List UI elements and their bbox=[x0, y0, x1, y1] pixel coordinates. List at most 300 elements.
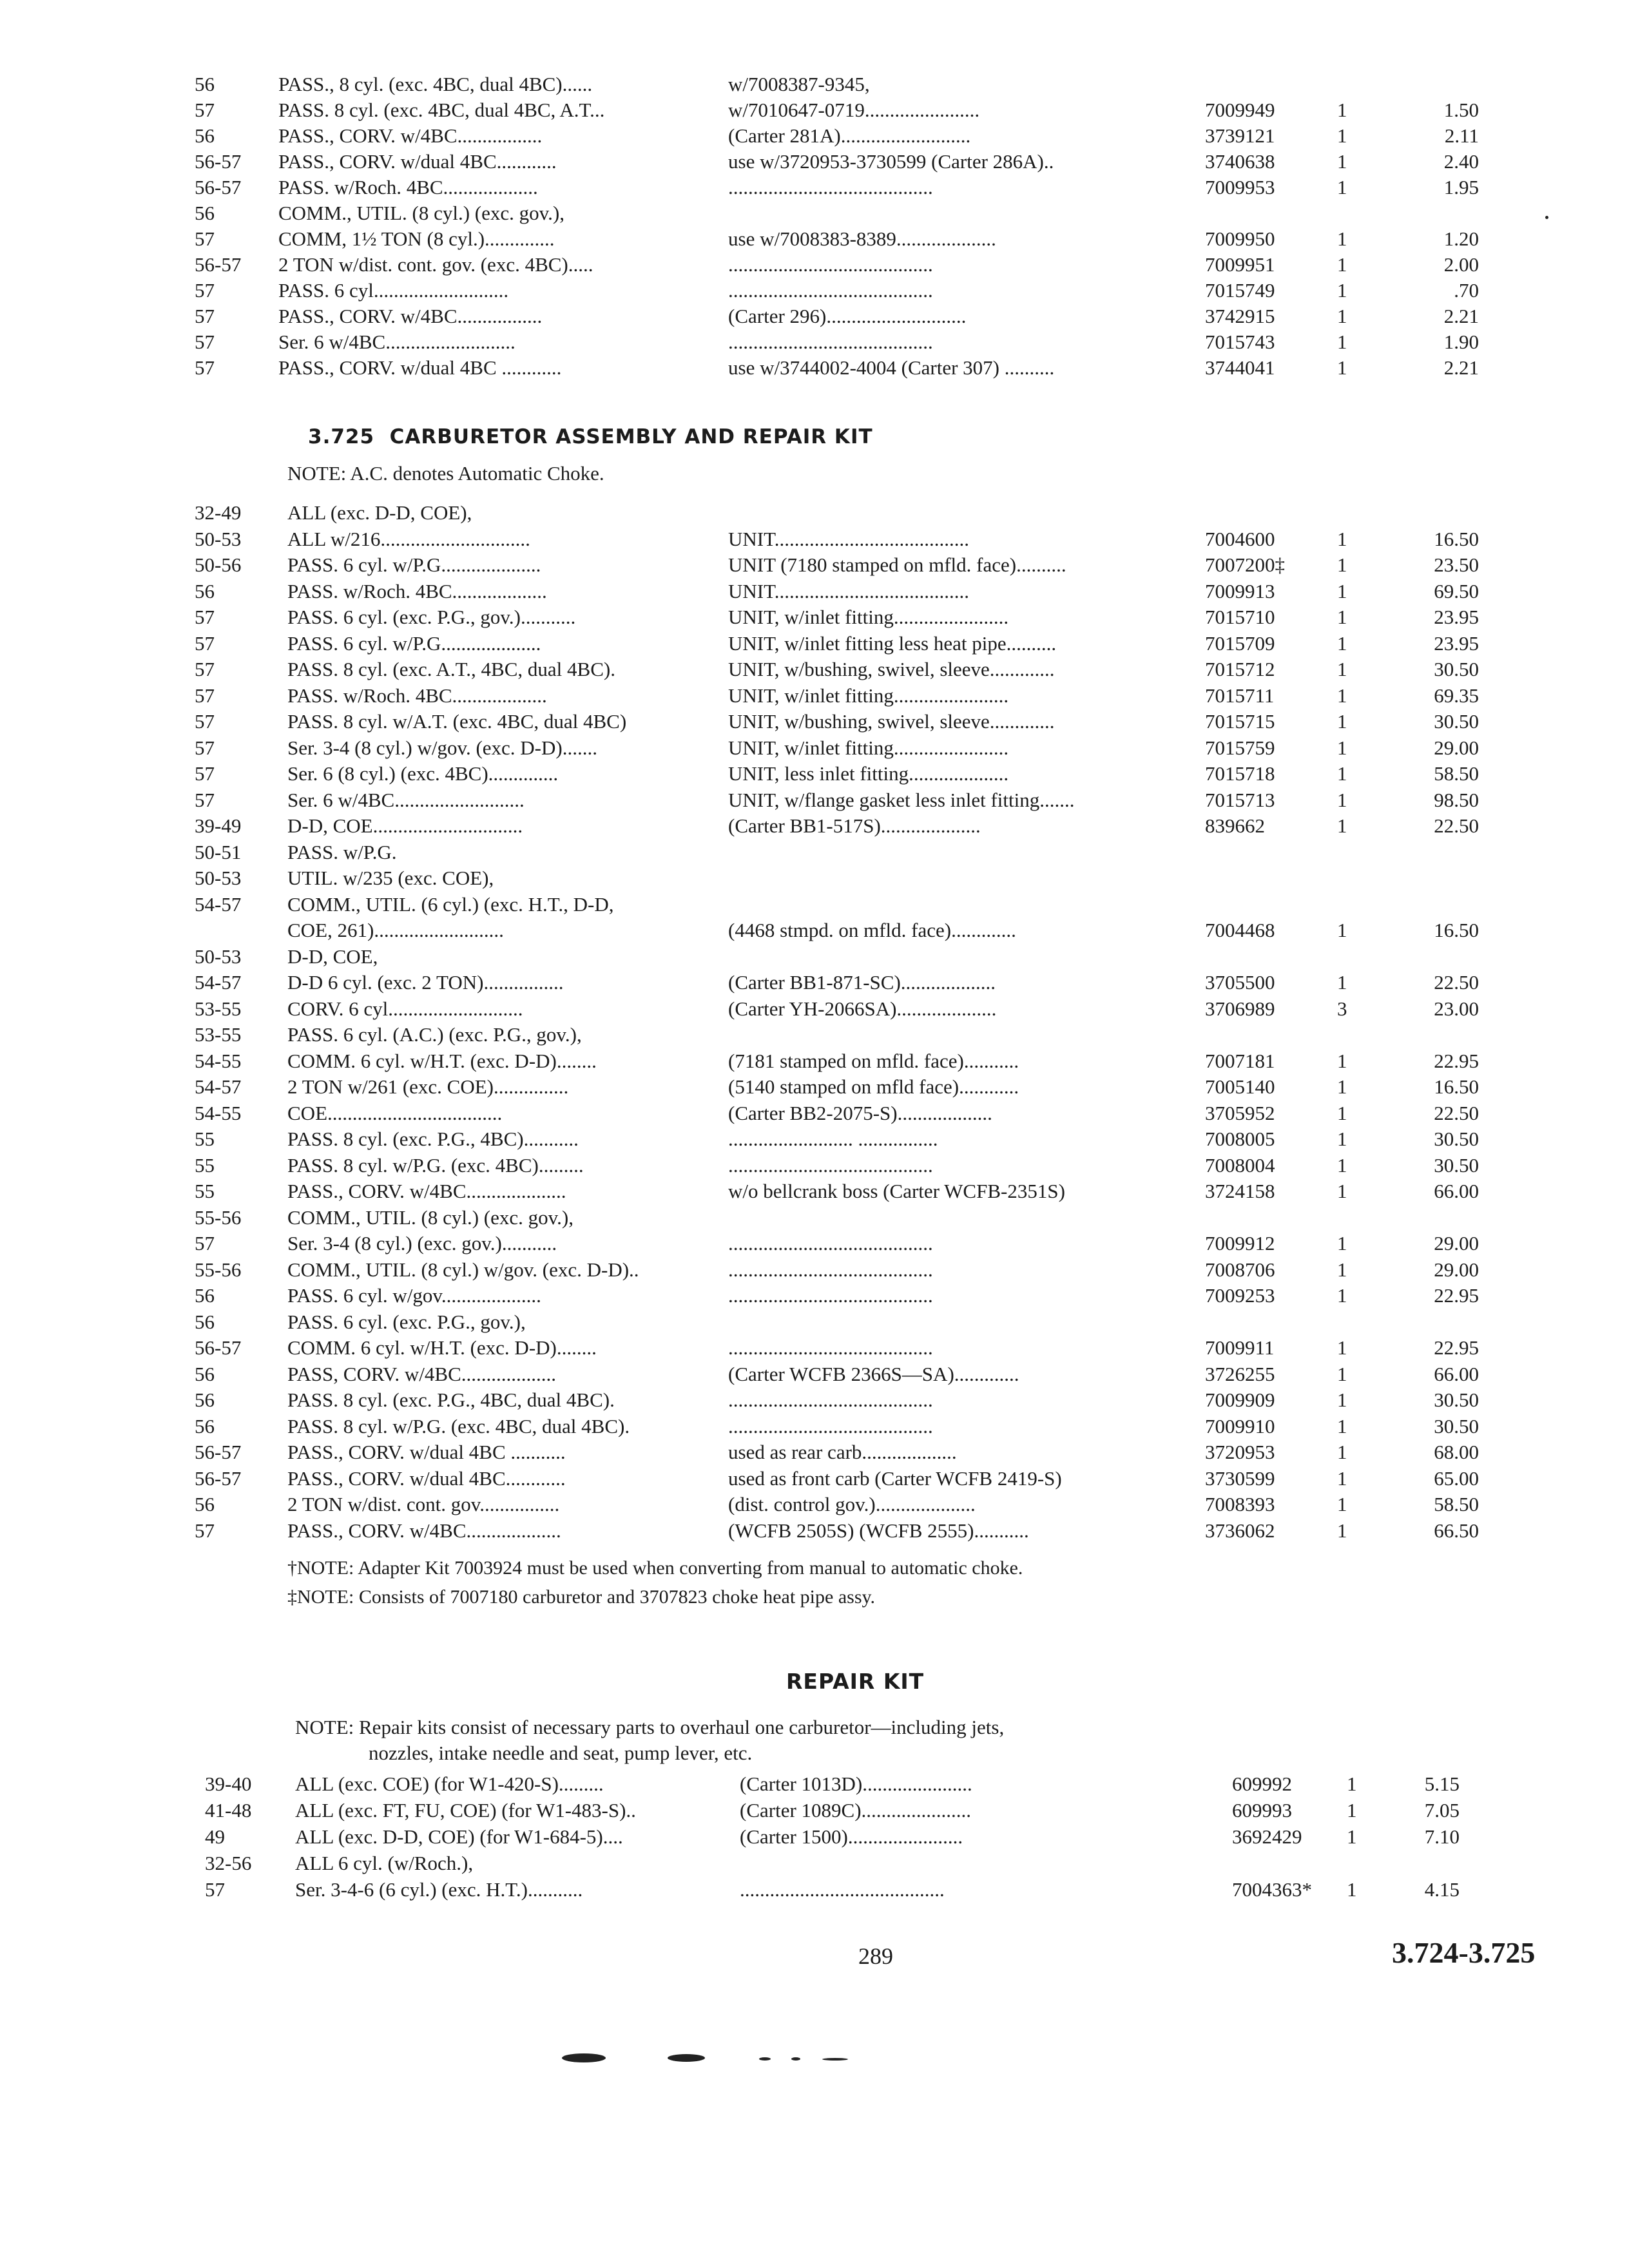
part-number-cell: 3720953 bbox=[1205, 1441, 1275, 1463]
table-row bbox=[0, 578, 1629, 604]
part-number-cell: 7008706 bbox=[1205, 1258, 1275, 1281]
quantity-cell: 1 bbox=[1337, 736, 1347, 759]
quantity-cell: 1 bbox=[1337, 579, 1347, 602]
quantity-cell: 1 bbox=[1337, 1049, 1347, 1072]
model-cell: PASS. 6 cyl. (exc. P.G., gov.)........... bbox=[287, 606, 576, 628]
price-cell: 66.00 bbox=[1434, 1180, 1479, 1202]
model-cell: ALL (exc. D-D, COE), bbox=[287, 501, 472, 524]
model-cell: PASS. 8 cyl. (exc. P.G., 4BC, dual 4BC). bbox=[287, 1389, 615, 1411]
table-row bbox=[0, 226, 1629, 252]
table-row bbox=[0, 122, 1629, 149]
years-cell: 32-49 bbox=[195, 501, 242, 524]
price-cell: .70 bbox=[1454, 279, 1479, 302]
part-number-cell: 3692429 bbox=[1232, 1825, 1302, 1848]
remarks-cell: ......................................... bbox=[728, 253, 933, 276]
assembly-note: NOTE: A.C. denotes Automatic Choke. bbox=[287, 462, 604, 485]
table-row bbox=[0, 251, 1629, 278]
part-number-cell: 7009951 bbox=[1205, 253, 1275, 276]
price-cell: 2.21 bbox=[1443, 356, 1479, 379]
years-cell: 32-56 bbox=[205, 1852, 252, 1874]
part-number-cell: 3706989 bbox=[1205, 997, 1275, 1020]
remarks-cell: use w/3744002-4004 (Carter 307) .......... bbox=[728, 356, 1055, 379]
remarks-cell: w/7008387-9345, bbox=[728, 73, 870, 95]
page-number: 289 bbox=[858, 1943, 893, 1969]
quantity-cell: 1 bbox=[1347, 1799, 1357, 1821]
years-cell: 56-57 bbox=[195, 150, 242, 173]
years-cell: 50-53 bbox=[195, 867, 242, 889]
table-row bbox=[0, 1021, 1629, 1048]
model-cell: Ser. 6 w/4BC.......................... bbox=[278, 331, 516, 353]
years-cell: 49 bbox=[205, 1825, 225, 1848]
part-number-cell: 7004468 bbox=[1205, 919, 1275, 941]
part-number-cell: 7015749 bbox=[1205, 279, 1275, 302]
table-row bbox=[0, 1178, 1629, 1204]
table-row bbox=[0, 865, 1629, 891]
price-cell: 69.35 bbox=[1434, 684, 1479, 707]
years-cell: 56-57 bbox=[195, 253, 242, 276]
model-cell: PASS. 6 cyl........................... bbox=[278, 279, 509, 302]
section-title: CARBURETOR ASSEMBLY AND REPAIR KIT bbox=[389, 425, 873, 448]
model-cell: PASS. w/Roch. 4BC................... bbox=[287, 684, 547, 707]
table-row bbox=[0, 1361, 1629, 1387]
quantity-cell: 1 bbox=[1347, 1773, 1357, 1795]
years-cell: 57 bbox=[195, 99, 215, 121]
years-cell: 57 bbox=[195, 331, 215, 353]
model-cell: PASS. 8 cyl. w/P.G. (exc. 4BC, dual 4BC). bbox=[287, 1414, 630, 1437]
remarks-cell: UNIT, w/bushing, swivel, sleeve............. bbox=[728, 658, 1055, 680]
years-cell: 57 bbox=[195, 788, 215, 811]
remarks-cell: UNIT, w/inlet fitting....................... bbox=[728, 684, 1009, 707]
part-number-cell: 7005140 bbox=[1205, 1075, 1275, 1098]
years-cell: 56 bbox=[195, 1414, 215, 1437]
price-cell: 22.50 bbox=[1434, 1101, 1479, 1124]
table-row bbox=[0, 526, 1629, 552]
scan-mark bbox=[822, 2058, 848, 2061]
remarks-cell: (Carter 1089C)...................... bbox=[740, 1799, 972, 1821]
years-cell: 54-57 bbox=[195, 892, 242, 916]
model-cell: Ser. 3-4-6 (6 cyl.) (exc. H.T.)........... bbox=[295, 1878, 583, 1901]
remarks-cell: ......................................... bbox=[728, 176, 933, 198]
years-cell: 57 bbox=[195, 736, 215, 759]
years-cell: 56 bbox=[195, 1284, 215, 1307]
quantity-cell: 1 bbox=[1337, 253, 1347, 276]
price-cell: 66.00 bbox=[1434, 1362, 1479, 1385]
quantity-cell: 1 bbox=[1337, 1153, 1347, 1177]
model-cell: COMM., UTIL. (8 cyl.) (exc. gov.), bbox=[287, 1206, 574, 1229]
model-cell: CORV. 6 cyl........................... bbox=[287, 997, 523, 1020]
quantity-cell: 3 bbox=[1337, 997, 1347, 1020]
scan-mark bbox=[791, 2057, 800, 2061]
model-cell: PASS. 8 cyl. (exc. A.T., 4BC, dual 4BC). bbox=[287, 658, 615, 680]
part-number-cell: 7009913 bbox=[1205, 579, 1275, 602]
model-cell: COE, 261).......................... bbox=[287, 919, 504, 941]
price-cell: 29.00 bbox=[1434, 1232, 1479, 1254]
quantity-cell: 1 bbox=[1337, 684, 1347, 707]
model-cell: PASS. w/Roch. 4BC................... bbox=[278, 176, 538, 198]
scan-mark bbox=[759, 2057, 771, 2061]
model-cell: PASS., CORV. w/4BC.................... bbox=[287, 1180, 566, 1202]
part-number-cell: 7015712 bbox=[1205, 658, 1275, 680]
remarks-cell: UNIT....................................... bbox=[728, 527, 969, 550]
quantity-cell: 1 bbox=[1337, 606, 1347, 628]
price-cell: 66.50 bbox=[1434, 1519, 1479, 1542]
part-number-cell: 3705500 bbox=[1205, 971, 1275, 994]
model-cell: PASS., CORV. w/dual 4BC ............ bbox=[278, 356, 562, 379]
model-cell: PASS., CORV. w/dual 4BC............ bbox=[278, 150, 557, 173]
years-cell: 57 bbox=[195, 1232, 215, 1254]
quantity-cell: 1 bbox=[1337, 356, 1347, 379]
remarks-cell: UNIT (7180 stamped on mfld. face).......... bbox=[728, 553, 1066, 576]
years-cell: 55 bbox=[195, 1153, 215, 1177]
model-cell: ALL (exc. D-D, COE) (for W1-684-5).... bbox=[295, 1825, 623, 1848]
years-cell: 39-40 bbox=[205, 1773, 252, 1795]
table-row bbox=[0, 277, 1629, 303]
part-number-cell: 3740638 bbox=[1205, 150, 1275, 173]
price-cell: 1.50 bbox=[1443, 99, 1479, 121]
table-row bbox=[0, 1204, 1629, 1231]
remarks-cell: used as rear carb................... bbox=[728, 1441, 957, 1463]
remarks-cell: UNIT, w/bushing, swivel, sleeve............. bbox=[728, 710, 1055, 733]
quantity-cell: 1 bbox=[1337, 1101, 1347, 1124]
model-cell: D-D 6 cyl. (exc. 2 TON)................ bbox=[287, 971, 564, 994]
remarks-cell: ......................................... bbox=[728, 1284, 933, 1307]
price-cell: 23.95 bbox=[1434, 631, 1479, 655]
table-row bbox=[0, 71, 1629, 97]
model-cell: PASS., 8 cyl. (exc. 4BC, dual 4BC)...... bbox=[278, 73, 593, 95]
table-row bbox=[0, 1465, 1629, 1492]
table-row bbox=[0, 787, 1629, 813]
years-cell: 57 bbox=[195, 684, 215, 707]
model-cell: ALL w/216.............................. bbox=[287, 527, 530, 550]
remarks-cell: UNIT, w/inlet fitting....................... bbox=[728, 736, 1009, 759]
table-row bbox=[0, 1771, 1629, 1797]
model-cell: D-D, COE.............................. bbox=[287, 814, 523, 837]
part-number-cell: 7015710 bbox=[1205, 606, 1275, 628]
model-cell: ALL 6 cyl. (w/Roch.), bbox=[295, 1852, 474, 1874]
table-row bbox=[0, 1517, 1629, 1544]
table-row bbox=[0, 969, 1629, 995]
quantity-cell: 1 bbox=[1337, 762, 1347, 785]
part-number-cell: 7009950 bbox=[1205, 227, 1275, 250]
quantity-cell: 1 bbox=[1337, 1389, 1347, 1411]
model-cell: Ser. 3-4 (8 cyl.) (exc. gov.)........... bbox=[287, 1232, 557, 1254]
remarks-cell: ......................................... bbox=[728, 1258, 933, 1281]
repair-kit-heading: REPAIR KIT bbox=[786, 1669, 925, 1694]
quantity-cell: 1 bbox=[1337, 788, 1347, 811]
years-cell: 54-57 bbox=[195, 971, 242, 994]
years-cell: 57 bbox=[195, 1519, 215, 1542]
part-number-cell: 839662 bbox=[1205, 814, 1265, 837]
table-row bbox=[0, 97, 1629, 123]
quantity-cell: 1 bbox=[1337, 631, 1347, 655]
table-row bbox=[0, 1073, 1629, 1100]
years-cell: 56 bbox=[195, 1362, 215, 1385]
price-cell: 69.50 bbox=[1434, 579, 1479, 602]
table-row bbox=[0, 1439, 1629, 1465]
part-number-cell: 7007200‡ bbox=[1205, 553, 1285, 576]
section-number: 3.725 bbox=[308, 425, 375, 448]
quantity-cell: 1 bbox=[1337, 305, 1347, 327]
quantity-cell: 1 bbox=[1337, 1232, 1347, 1254]
scan-mark bbox=[562, 2053, 606, 2062]
price-cell: 2.21 bbox=[1443, 305, 1479, 327]
part-number-cell: 7009949 bbox=[1205, 99, 1275, 121]
remarks-cell: used as front carb (Carter WCFB 2419-S) bbox=[728, 1466, 1062, 1490]
remarks-cell: UNIT, w/inlet fitting....................... bbox=[728, 606, 1009, 628]
price-cell: 30.50 bbox=[1434, 1128, 1479, 1150]
part-number-cell: 7015715 bbox=[1205, 710, 1275, 733]
model-cell: 2 TON w/dist. cont. gov. (exc. 4BC)..... bbox=[278, 253, 593, 276]
part-number-cell: 7015711 bbox=[1205, 684, 1275, 707]
price-cell: 2.00 bbox=[1443, 253, 1479, 276]
years-cell: 57 bbox=[195, 356, 215, 379]
quantity-cell: 1 bbox=[1337, 227, 1347, 250]
remarks-cell: use w/3720953-3730599 (Carter 286A).. bbox=[728, 150, 1054, 173]
remarks-cell: (Carter BB2-2075-S)................... bbox=[728, 1101, 992, 1124]
years-cell: 56 bbox=[195, 73, 215, 95]
quantity-cell: 1 bbox=[1347, 1878, 1357, 1901]
remarks-cell: UNIT, w/flange gasket less inlet fitting....... bbox=[728, 788, 1075, 811]
table-row bbox=[0, 604, 1629, 630]
quantity-cell: 1 bbox=[1337, 710, 1347, 733]
scan-mark bbox=[668, 2054, 705, 2062]
years-cell: 50-53 bbox=[195, 527, 242, 550]
years-cell: 56-57 bbox=[195, 1336, 242, 1359]
table-row bbox=[0, 1334, 1629, 1361]
model-cell: ALL (exc. COE) (for W1-420-S)......... bbox=[295, 1773, 604, 1795]
quantity-cell: 1 bbox=[1337, 1336, 1347, 1359]
price-cell: 1.90 bbox=[1443, 331, 1479, 353]
footnote-consists-of: ‡NOTE: Consists of 7007180 carburetor and 3707823 choke heat pipe assy. bbox=[287, 1586, 876, 1608]
table-row bbox=[0, 552, 1629, 578]
price-cell: 22.95 bbox=[1434, 1336, 1479, 1359]
model-cell: COMM, 1½ TON (8 cyl.).............. bbox=[278, 227, 555, 250]
quantity-cell: 1 bbox=[1337, 150, 1347, 173]
quantity-cell: 1 bbox=[1337, 1493, 1347, 1515]
price-cell: 98.50 bbox=[1434, 788, 1479, 811]
years-cell: 39-49 bbox=[195, 814, 242, 837]
remarks-cell: (Carter YH-2066SA).................... bbox=[728, 997, 997, 1020]
model-cell: PASS., CORV. w/4BC................. bbox=[278, 124, 543, 147]
table-row bbox=[0, 1797, 1629, 1823]
remarks-cell: UNIT....................................... bbox=[728, 579, 969, 602]
table-row bbox=[0, 174, 1629, 200]
model-cell: 2 TON w/dist. cont. gov................ bbox=[287, 1493, 560, 1515]
part-number-cell: 7015718 bbox=[1205, 762, 1275, 785]
remarks-cell: (Carter 1013D)...................... bbox=[740, 1773, 972, 1795]
years-cell: 56 bbox=[195, 202, 215, 224]
part-number-cell: 3736062 bbox=[1205, 1519, 1275, 1542]
price-cell: 1.95 bbox=[1443, 176, 1479, 198]
part-number-cell: 3742915 bbox=[1205, 305, 1275, 327]
model-cell: PASS. 6 cyl. w/P.G.................... bbox=[287, 631, 541, 655]
part-number-cell: 3744041 bbox=[1205, 356, 1275, 379]
model-cell: Ser. 3-4 (8 cyl.) w/gov. (exc. D-D)....... bbox=[287, 736, 597, 759]
remarks-cell: (Carter 296)............................ bbox=[728, 305, 967, 327]
part-number-cell: 7009910 bbox=[1205, 1414, 1275, 1437]
model-cell: D-D, COE, bbox=[287, 945, 378, 968]
part-number-cell: 7004600 bbox=[1205, 527, 1275, 550]
part-number-cell: 3726255 bbox=[1205, 1362, 1275, 1385]
quantity-cell: 1 bbox=[1337, 1284, 1347, 1307]
table-row bbox=[0, 1309, 1629, 1335]
remarks-cell: w/o bellcrank boss (Carter WCFB-2351S) bbox=[728, 1180, 1065, 1202]
model-cell: COMM., UTIL. (8 cyl.) w/gov. (exc. D-D).. bbox=[287, 1258, 639, 1281]
price-cell: 30.50 bbox=[1434, 1389, 1479, 1411]
part-number-cell: 3724158 bbox=[1205, 1180, 1275, 1202]
part-number-cell: 3705952 bbox=[1205, 1101, 1275, 1124]
years-cell: 54-55 bbox=[195, 1049, 242, 1072]
quantity-cell: 1 bbox=[1337, 176, 1347, 198]
years-cell: 55 bbox=[195, 1180, 215, 1202]
repair-kit-note-continued: nozzles, intake needle and seat, pump lever, etc. bbox=[369, 1742, 753, 1764]
repair-kit-note: NOTE: Repair kits consist of necessary parts to overhaul one carburetor—including jets, bbox=[295, 1716, 1005, 1738]
years-cell: 56 bbox=[195, 579, 215, 602]
table-row bbox=[0, 1282, 1629, 1309]
table-row bbox=[0, 656, 1629, 682]
part-number-cell: 7007181 bbox=[1205, 1049, 1275, 1072]
model-cell: PASS., CORV. w/dual 4BC ........... bbox=[287, 1441, 566, 1463]
price-cell: 7.05 bbox=[1424, 1799, 1460, 1821]
quantity-cell: 1 bbox=[1337, 1362, 1347, 1385]
part-number-cell: 3730599 bbox=[1205, 1466, 1275, 1490]
remarks-cell: UNIT, less inlet fitting.................... bbox=[728, 762, 1009, 785]
model-cell: PASS. w/P.G. bbox=[287, 840, 397, 863]
table-row bbox=[0, 760, 1629, 787]
price-cell: 4.15 bbox=[1424, 1878, 1460, 1901]
quantity-cell: 1 bbox=[1337, 919, 1347, 941]
years-cell: 56-57 bbox=[195, 176, 242, 198]
section-range: 3.724-3.725 bbox=[1392, 1936, 1536, 1969]
years-cell: 54-57 bbox=[195, 1075, 242, 1098]
quantity-cell: 1 bbox=[1337, 1466, 1347, 1490]
quantity-cell: 1 bbox=[1337, 553, 1347, 576]
scan-mark bbox=[1545, 216, 1548, 219]
model-cell: PASS. 8 cyl. w/A.T. (exc. 4BC, dual 4BC) bbox=[287, 710, 627, 733]
remarks-cell: ......................................... bbox=[728, 1414, 933, 1437]
remarks-cell: ......................................... bbox=[728, 1153, 933, 1177]
remarks-cell: (Carter 1500)....................... bbox=[740, 1825, 963, 1848]
price-cell: 58.50 bbox=[1434, 1493, 1479, 1515]
model-cell: PASS. 6 cyl. (exc. P.G., gov.), bbox=[287, 1310, 526, 1333]
table-row bbox=[0, 708, 1629, 735]
part-number-cell: 7015713 bbox=[1205, 788, 1275, 811]
table-row bbox=[0, 354, 1629, 381]
price-cell: 29.00 bbox=[1434, 736, 1479, 759]
model-cell: PASS. w/Roch. 4BC................... bbox=[287, 579, 547, 602]
quantity-cell: 1 bbox=[1337, 1180, 1347, 1202]
model-cell: PASS, CORV. w/4BC................... bbox=[287, 1362, 557, 1385]
years-cell: 53-55 bbox=[195, 1023, 242, 1046]
quantity-cell: 1 bbox=[1337, 658, 1347, 680]
table-row bbox=[0, 1230, 1629, 1256]
part-number-cell: 7009909 bbox=[1205, 1389, 1275, 1411]
price-cell: 5.15 bbox=[1424, 1773, 1460, 1795]
section-heading bbox=[308, 425, 873, 448]
model-cell: ALL (exc. FT, FU, COE) (for W1-483-S).. bbox=[295, 1799, 636, 1821]
table-row bbox=[0, 329, 1629, 355]
years-cell: 50-51 bbox=[195, 840, 242, 863]
model-cell: Ser. 6 w/4BC.......................... bbox=[287, 788, 525, 811]
remarks-cell: (WCFB 2505S) (WCFB 2555)........... bbox=[728, 1519, 1029, 1542]
years-cell: 56 bbox=[195, 1310, 215, 1333]
table-row bbox=[0, 812, 1629, 839]
table-row bbox=[0, 499, 1629, 526]
model-cell: 2 TON w/261 (exc. COE)............... bbox=[287, 1075, 569, 1098]
years-cell: 56 bbox=[195, 1493, 215, 1515]
quantity-cell: 1 bbox=[1337, 279, 1347, 302]
part-number-cell: 609993 bbox=[1232, 1799, 1292, 1821]
model-cell: PASS. 8 cyl. w/P.G. (exc. 4BC)......... bbox=[287, 1153, 584, 1177]
years-cell: 56-57 bbox=[195, 1466, 242, 1490]
remarks-cell: (Carter WCFB 2366S—SA)............. bbox=[728, 1362, 1019, 1385]
table-row bbox=[0, 148, 1629, 175]
price-cell: 30.50 bbox=[1434, 710, 1479, 733]
years-cell: 54-55 bbox=[195, 1101, 242, 1124]
part-number-cell: 7015759 bbox=[1205, 736, 1275, 759]
price-cell: 23.50 bbox=[1434, 553, 1479, 576]
remarks-cell: (Carter 281A).......................... bbox=[728, 124, 971, 147]
model-cell: COMM., UTIL. (8 cyl.) (exc. gov.), bbox=[278, 202, 564, 224]
years-cell: 57 bbox=[195, 762, 215, 785]
part-number-cell: 7009911 bbox=[1205, 1336, 1275, 1359]
remarks-cell: ......................................... bbox=[740, 1878, 945, 1901]
price-cell: 2.11 bbox=[1444, 124, 1479, 147]
remarks-cell: (dist. control gov.).................... bbox=[728, 1493, 976, 1515]
years-cell: 55-56 bbox=[195, 1206, 242, 1229]
table-row bbox=[0, 917, 1629, 943]
model-cell: PASS. 8 cyl. (exc. 4BC, dual 4BC, A.T... bbox=[278, 99, 605, 121]
model-cell: PASS. 6 cyl. w/P.G.................... bbox=[287, 553, 541, 576]
footnote-adapter-kit: †NOTE: Adapter Kit 7003924 must be used when converting from manual to automatic choke. bbox=[287, 1557, 1023, 1579]
table-row bbox=[0, 1256, 1629, 1283]
price-cell: 23.00 bbox=[1434, 997, 1479, 1020]
model-cell: PASS., CORV. w/dual 4BC............ bbox=[287, 1466, 566, 1490]
model-cell: COMM. 6 cyl. w/H.T. (exc. D-D)........ bbox=[287, 1049, 597, 1072]
table-row bbox=[0, 1126, 1629, 1152]
price-cell: 16.50 bbox=[1434, 919, 1479, 941]
remarks-cell: (4468 stmpd. on mfld. face)............. bbox=[728, 919, 1016, 941]
remarks-cell: use w/7008383-8389.................... bbox=[728, 227, 996, 250]
part-number-cell: 7015743 bbox=[1205, 331, 1275, 353]
remarks-cell: ......................................... bbox=[728, 1336, 933, 1359]
model-cell: PASS. 8 cyl. (exc. P.G., 4BC)........... bbox=[287, 1128, 579, 1150]
table-row bbox=[0, 1850, 1629, 1876]
table-row bbox=[0, 682, 1629, 709]
model-cell: COMM., UTIL. (6 cyl.) (exc. H.T., D-D, bbox=[287, 892, 614, 916]
years-cell: 57 bbox=[195, 606, 215, 628]
years-cell: 50-53 bbox=[195, 945, 242, 968]
part-number-cell: 7009953 bbox=[1205, 176, 1275, 198]
part-number-cell: 7008005 bbox=[1205, 1128, 1275, 1150]
model-cell: PASS. 6 cyl. (A.C.) (exc. P.G., gov.), bbox=[287, 1023, 582, 1046]
quantity-cell: 1 bbox=[1337, 331, 1347, 353]
quantity-cell: 1 bbox=[1337, 1075, 1347, 1098]
quantity-cell: 1 bbox=[1337, 527, 1347, 550]
price-cell: 22.95 bbox=[1434, 1049, 1479, 1072]
table-row bbox=[0, 1876, 1629, 1903]
years-cell: 53-55 bbox=[195, 997, 242, 1020]
price-cell: 22.50 bbox=[1434, 814, 1479, 837]
table-row bbox=[0, 1048, 1629, 1074]
table-row bbox=[0, 630, 1629, 657]
remarks-cell: UNIT, w/inlet fitting less heat pipe.......... bbox=[728, 631, 1057, 655]
quantity-cell: 1 bbox=[1337, 971, 1347, 994]
price-cell: 23.95 bbox=[1434, 606, 1479, 628]
remarks-cell: (Carter BB1-871-SC)................... bbox=[728, 971, 996, 994]
table-row bbox=[0, 200, 1629, 226]
remarks-cell: (5140 stamped on mfld face)............ bbox=[728, 1075, 1019, 1098]
